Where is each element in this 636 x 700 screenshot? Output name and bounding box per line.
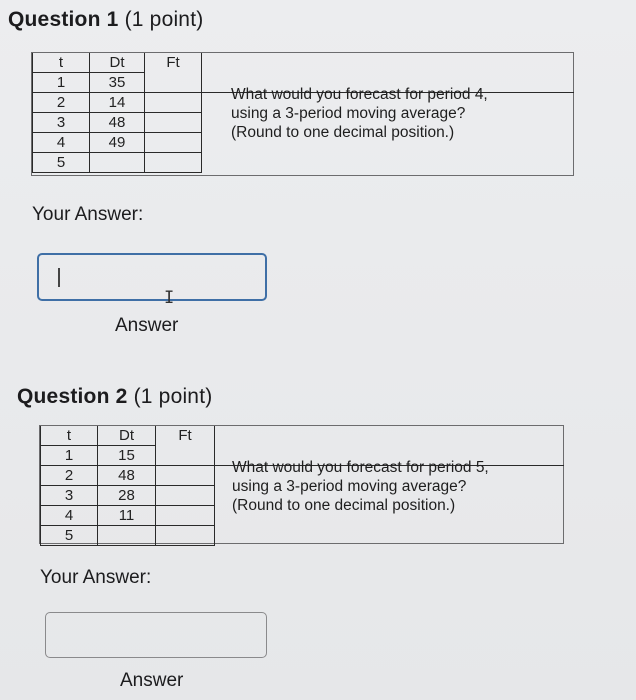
q2-cell-t: 1 bbox=[41, 446, 98, 466]
q2-cell-ft bbox=[156, 466, 215, 486]
q2-header-dt: Dt bbox=[98, 426, 156, 446]
question-1-answer-input[interactable] bbox=[37, 253, 267, 301]
question-1-points: (1 point) bbox=[124, 8, 204, 31]
q2-cell-dt: 48 bbox=[98, 466, 156, 486]
q1-header-ft: Ft bbox=[145, 53, 202, 73]
q2-cell-t: 5 bbox=[41, 526, 98, 546]
q1-cell-dt: 49 bbox=[90, 133, 145, 153]
q2-cell-dt: 11 bbox=[98, 506, 156, 526]
q2-cell-t: 2 bbox=[41, 466, 98, 486]
q2-cell-dt: 28 bbox=[98, 486, 156, 506]
q2-header-ft: Ft bbox=[156, 426, 215, 446]
q1-cell-t: 5 bbox=[33, 153, 90, 173]
q1-cell-ft bbox=[145, 73, 202, 93]
q2-cell-ft bbox=[156, 506, 215, 526]
q1-cell-t: 2 bbox=[33, 93, 90, 113]
q2-cell-t: 4 bbox=[41, 506, 98, 526]
question-1-your-answer-label: Your Answer: bbox=[32, 204, 144, 225]
q1-prompt-line-3: (Round to one decimal position.) bbox=[231, 124, 455, 141]
q1-cell-t: 1 bbox=[33, 73, 90, 93]
question-2-label: Question 2 bbox=[17, 385, 128, 408]
q1-cell-dt bbox=[90, 153, 145, 173]
table-row bbox=[33, 73, 202, 93]
table-row bbox=[33, 153, 202, 173]
q1-prompt-line-1: What would you forecast for period 4, bbox=[231, 86, 488, 103]
question-1-label: Question 1 bbox=[8, 8, 119, 31]
q2-cell-dt: 15 bbox=[98, 446, 156, 466]
i-beam-cursor-icon: I bbox=[164, 288, 175, 308]
question-2-prompt bbox=[232, 458, 489, 515]
q1-cell-ft bbox=[145, 133, 202, 153]
table-row bbox=[41, 526, 215, 546]
text-caret-icon bbox=[58, 268, 60, 287]
q2-header-t: t bbox=[41, 426, 98, 446]
table-row bbox=[41, 506, 215, 526]
q1-cell-ft bbox=[145, 93, 202, 113]
question-1-title bbox=[8, 8, 203, 32]
q2-cell-ft bbox=[156, 526, 215, 546]
q1-cell-ft bbox=[145, 113, 202, 133]
q2-cell-dt bbox=[98, 526, 156, 546]
q1-cell-dt: 48 bbox=[90, 113, 145, 133]
question-2-your-answer-label: Your Answer: bbox=[40, 567, 152, 588]
q1-cell-ft bbox=[145, 153, 202, 173]
q1-header-t: t bbox=[33, 53, 90, 73]
q1-header-dt: Dt bbox=[90, 53, 145, 73]
table-row bbox=[33, 113, 202, 133]
q1-cell-t: 3 bbox=[33, 113, 90, 133]
question-2-title bbox=[17, 385, 212, 409]
question-2-points: (1 point) bbox=[133, 385, 213, 408]
question-1-prompt bbox=[231, 85, 488, 142]
q2-cell-ft bbox=[156, 486, 215, 506]
q1-cell-t: 4 bbox=[33, 133, 90, 153]
q1-prompt-line-2: using a 3-period moving average? bbox=[231, 105, 466, 122]
table-row bbox=[41, 466, 215, 486]
table-row bbox=[41, 446, 215, 466]
q2-prompt-line-3: (Round to one decimal position.) bbox=[232, 497, 456, 514]
q2-cell-t: 3 bbox=[41, 486, 98, 506]
question-1-answer-caption: Answer bbox=[115, 315, 179, 336]
table-row bbox=[33, 133, 202, 153]
q1-cell-dt: 14 bbox=[90, 93, 145, 113]
q2-prompt-line-1: What would you forecast for period 5, bbox=[232, 459, 489, 476]
table-row bbox=[41, 486, 215, 506]
q2-prompt-line-2: using a 3-period moving average? bbox=[232, 478, 467, 495]
question-1-table bbox=[32, 53, 202, 173]
q1-cell-dt: 35 bbox=[90, 73, 145, 93]
question-2-answer-caption: Answer bbox=[120, 670, 184, 691]
table-row bbox=[33, 93, 202, 113]
q2-cell-ft bbox=[156, 446, 215, 466]
question-2-answer-input[interactable] bbox=[45, 612, 267, 658]
question-2-table bbox=[40, 426, 215, 546]
